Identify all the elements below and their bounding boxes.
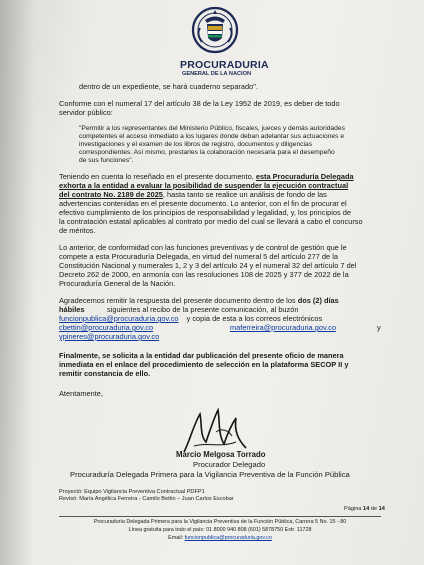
continued-quote: dentro de un expediente, se hará cuaderno separado". — [79, 82, 258, 91]
closing: Atentamente, — [59, 389, 103, 398]
paragraph-2-line: de méritos. — [59, 226, 96, 235]
paragraph-5-line: Finalmente, se solicita a la entidad dar publicación del presente oficio de manera — [59, 351, 344, 360]
page-of: de — [370, 506, 378, 512]
quote-line: investigaciones y el examen de los libros de registro, documentos y diligencias — [79, 141, 313, 148]
footer-address: Procuraduría Delegada Primera para la Vigilancia Preventiva de la Función Pública, Carrera 5 No. 15 - 80 — [93, 519, 347, 525]
signer-office: Procuraduría Delegada Primera para la Vigilancia Preventiva de la Función Pública — [70, 470, 350, 479]
paragraph-1-line: Conforme con el numeral 17 del artículo 38 de la Ley 1952 de 2019, es deber de todo — [59, 99, 340, 108]
signer-title: Procurador Delegado — [193, 460, 266, 469]
page-shadow — [0, 0, 34, 565]
paragraph-3-line: Lo anterior, de conformidad con las funciones preventivas y de control de gestión que le — [59, 243, 347, 252]
footer-email-link[interactable]: funcionpublica@procuraduria.gov.co — [184, 535, 272, 541]
quote-line: correspondientes. Así mismo, prestarles la colaboración necesaria para el desempeño — [79, 149, 335, 156]
quote-line: "Permitir a los representantes del Ministerio Público, fiscales, jueces y demás autoridades — [79, 125, 345, 132]
paragraph-3-line: compete a esta Procuraduría Delegada, en virtud del numeral 5 del artículo 277 de la — [59, 252, 338, 261]
email-link[interactable]: ypineres@procuraduria.gov.co — [59, 332, 160, 341]
paragraph-3-line: Decreto 262 de 2000, en armonía con las resoluciones 108 de 2025 y 377 de 2022 de la — [59, 270, 349, 279]
deadline-text: dos (2) días — [297, 296, 339, 305]
projected-by: Proyectó: Equipo Vigilancia Preventiva Contractual PDFP1 — [59, 489, 205, 495]
text-run: y copia de esta a los correos electrónicos — [186, 314, 323, 323]
footer-email-line — [59, 535, 381, 542]
contract-number: del contrato No. 2189 de 2025 — [59, 190, 163, 199]
footer-phone: Línea gratuita para todo el país: 01 8000 940 808 (601) 5878750 Extr. 11728 — [128, 527, 312, 533]
text-run: Agradecemos remitir la respuesta del presente documento dentro de los — [59, 296, 298, 305]
pagination — [344, 506, 385, 513]
paragraph-2-line: la contratación estatal aplicables al contrato por medio del cual se llevará a cabo el concurso — [59, 217, 363, 226]
reviewed-by: Revisó: María Angélica Ferreira - Camilo Bettin – Juan Carlos Escobar — [59, 496, 234, 502]
text-run: y — [377, 323, 381, 332]
quote-line: competentes el acceso inmediato a los lugares donde deban adelantar sus actuaciones e — [79, 133, 345, 140]
email-link[interactable]: maferreira@procuraduria.gov.co — [230, 323, 336, 332]
text-run: siguientes al recibo de la presente comunicación, al buzón — [107, 305, 299, 314]
footer-email-label: Email: — [168, 535, 184, 541]
org-name: PROCURADURIA — [180, 59, 269, 71]
page-label: Página — [344, 506, 362, 512]
quote-line: de sus funciones". — [79, 157, 134, 164]
text-run: Teniendo en cuenta lo reseñado en el presente documento, — [59, 172, 256, 181]
highlighted-text: exhorta a la entidad a evaluar la posibilidad de suspender la ejecución contractual — [59, 181, 349, 190]
paragraph-3-line: Constitución Nacional y numerales 1, 2 y 3 del artículo 24 y el numeral 32 del artículo 7 del — [59, 261, 357, 270]
paragraph-5-line: inmediata en el enlace del procedimiento de selección en la plataforma SECOP II y — [59, 360, 349, 369]
procuraduria-logo — [178, 4, 269, 84]
paragraph-2-line: efectivo cumplimiento de los principios de responsabilidad y legalidad, y, los principios de — [59, 208, 351, 217]
signer-name: Marcio Melgosa Torrado — [176, 450, 266, 459]
paragraph-5-line: remitir constancia de ello. — [59, 369, 151, 378]
deadline-text: hábiles — [59, 305, 85, 314]
footer-divider — [59, 516, 381, 517]
email-link[interactable]: funcionpublica@procuraduria.gov.co — [59, 314, 179, 323]
paragraph-3-line: Procuraduría General de la Nación. — [59, 279, 176, 288]
paragraph-2-line: advertencias contenidas en el presente documento. Lo anterior, con el fin de procurar el — [59, 199, 347, 208]
paragraph-4-line — [59, 332, 159, 342]
coat-of-arms-icon — [178, 4, 252, 64]
text-run: , hasta tanto se realice un análisis de fondo de las — [162, 190, 327, 199]
email-link[interactable]: cbettin@procuraduria.gov.co — [59, 323, 154, 332]
org-subtitle: GENERAL DE LA NACION — [182, 71, 251, 77]
paragraph-1-line: servidor público: — [59, 108, 113, 117]
highlighted-text: esta Procuraduría Delegada — [255, 172, 354, 181]
current-page: 14 — [362, 506, 370, 512]
total-pages: 14 — [378, 506, 385, 512]
